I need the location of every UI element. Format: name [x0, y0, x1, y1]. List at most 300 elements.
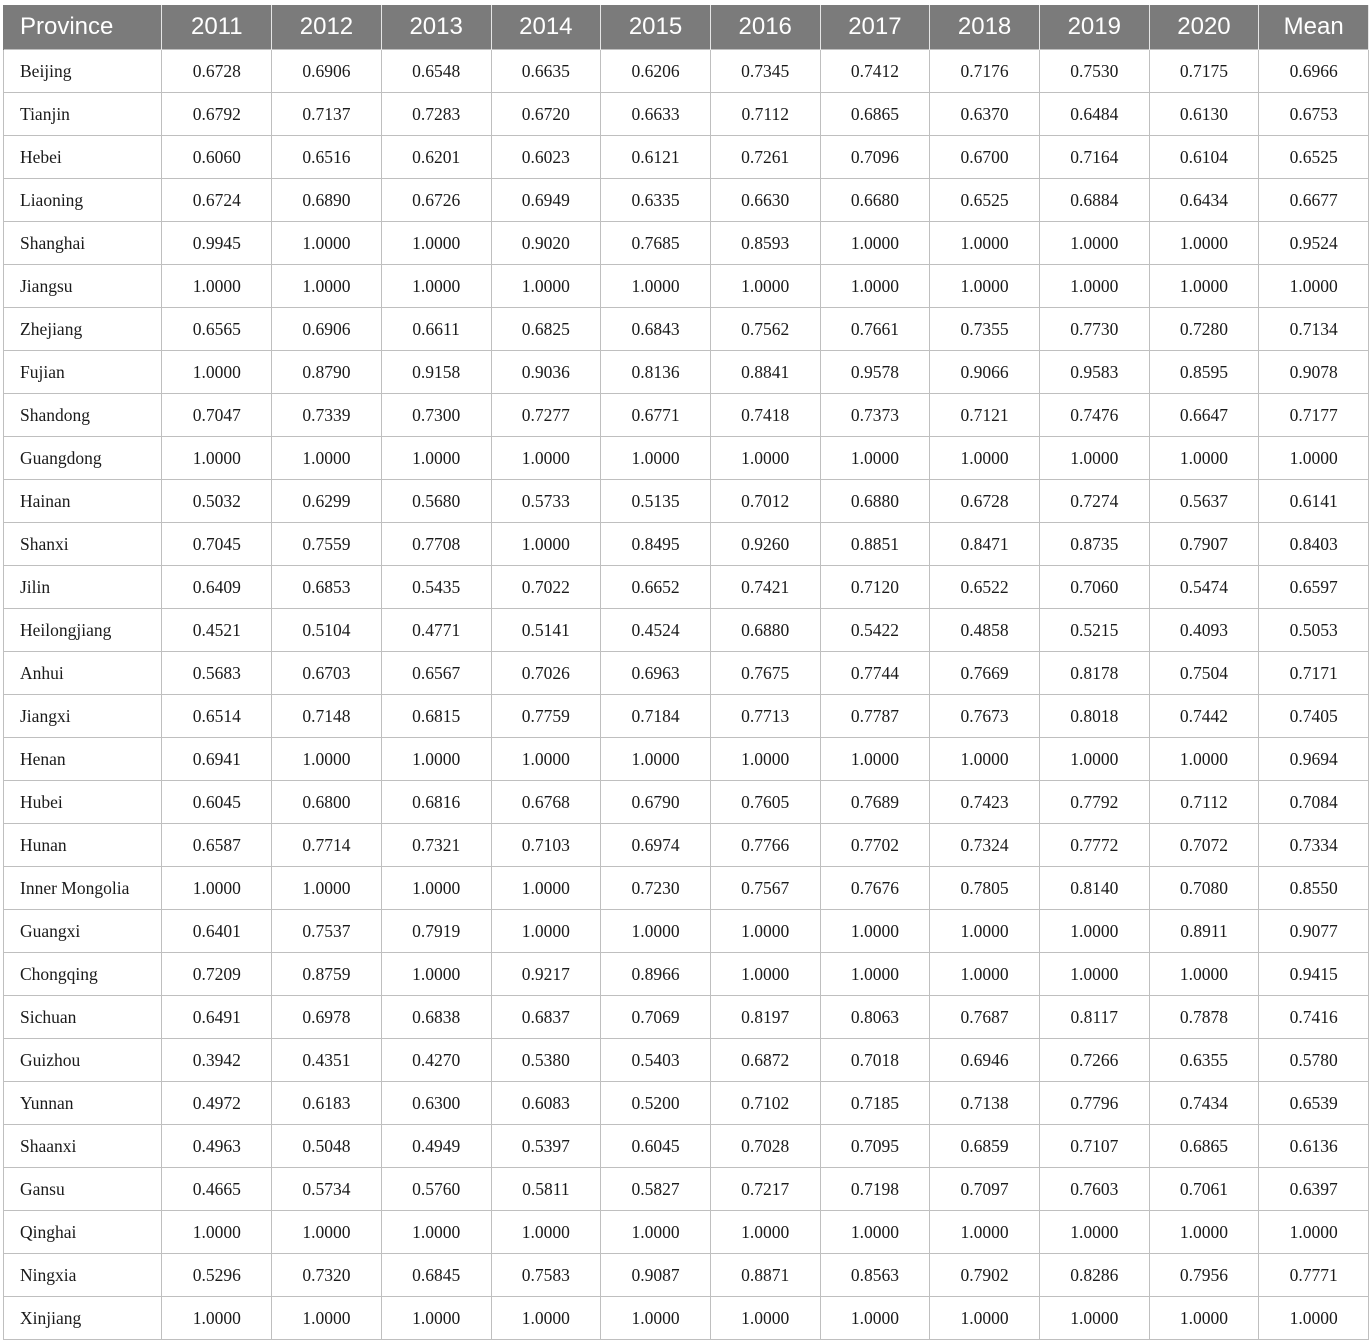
province-cell: Guangxi	[4, 910, 162, 953]
value-cell: 0.6647	[1149, 394, 1259, 437]
value-cell: 0.7072	[1149, 824, 1259, 867]
value-cell: 0.6800	[272, 781, 382, 824]
value-cell: 0.8178	[1039, 652, 1149, 695]
value-cell: 0.6611	[381, 308, 491, 351]
value-cell: 0.6720	[491, 93, 601, 136]
value-cell: 0.8595	[1149, 351, 1259, 394]
value-cell: 0.9036	[491, 351, 601, 394]
value-cell: 1.0000	[162, 265, 272, 308]
value-cell: 0.9415	[1259, 953, 1369, 996]
value-cell: 0.7476	[1039, 394, 1149, 437]
value-cell: 1.0000	[162, 867, 272, 910]
value-cell: 0.5403	[601, 1039, 711, 1082]
value-cell: 1.0000	[710, 1211, 820, 1254]
value-cell: 0.6525	[1259, 136, 1369, 179]
province-cell: Fujian	[4, 351, 162, 394]
value-cell: 0.7583	[491, 1254, 601, 1297]
value-cell: 1.0000	[601, 1297, 711, 1340]
value-cell: 0.7673	[930, 695, 1040, 738]
value-cell: 0.7537	[272, 910, 382, 953]
value-cell: 1.0000	[162, 437, 272, 480]
value-cell: 0.7355	[930, 308, 1040, 351]
value-cell: 0.7084	[1259, 781, 1369, 824]
table-row	[4, 738, 1369, 781]
value-cell: 0.7687	[930, 996, 1040, 1039]
value-cell: 0.7759	[491, 695, 601, 738]
value-cell: 0.6525	[930, 179, 1040, 222]
value-cell: 0.6753	[1259, 93, 1369, 136]
value-cell: 0.7675	[710, 652, 820, 695]
value-cell: 0.7261	[710, 136, 820, 179]
value-cell: 1.0000	[491, 910, 601, 953]
value-cell: 1.0000	[710, 953, 820, 996]
value-cell: 0.7878	[1149, 996, 1259, 1039]
table-body	[4, 50, 1369, 1340]
value-cell: 0.6963	[601, 652, 711, 695]
province-cell: Gansu	[4, 1168, 162, 1211]
value-cell: 1.0000	[381, 738, 491, 781]
value-cell: 0.7805	[930, 867, 1040, 910]
value-cell: 0.7956	[1149, 1254, 1259, 1297]
value-cell: 0.6771	[601, 394, 711, 437]
value-cell: 0.6966	[1259, 50, 1369, 93]
value-cell: 0.7405	[1259, 695, 1369, 738]
table-row	[4, 910, 1369, 953]
value-cell: 1.0000	[491, 738, 601, 781]
value-cell: 0.8735	[1039, 523, 1149, 566]
value-cell: 0.8018	[1039, 695, 1149, 738]
value-cell: 1.0000	[601, 738, 711, 781]
value-cell: 1.0000	[272, 222, 382, 265]
province-cell: Ningxia	[4, 1254, 162, 1297]
value-cell: 0.7321	[381, 824, 491, 867]
value-cell: 0.7280	[1149, 308, 1259, 351]
value-cell: 0.9694	[1259, 738, 1369, 781]
table-row	[4, 50, 1369, 93]
value-cell: 0.9217	[491, 953, 601, 996]
value-cell: 0.7047	[162, 394, 272, 437]
value-cell: 0.6843	[601, 308, 711, 351]
value-cell: 1.0000	[820, 910, 930, 953]
value-cell: 1.0000	[381, 953, 491, 996]
value-cell: 0.6370	[930, 93, 1040, 136]
table-row	[4, 609, 1369, 652]
value-cell: 1.0000	[1149, 1211, 1259, 1254]
value-cell: 0.8495	[601, 523, 711, 566]
value-cell: 1.0000	[1149, 437, 1259, 480]
table-row	[4, 394, 1369, 437]
header-2016: 2016	[710, 5, 820, 50]
value-cell: 0.6567	[381, 652, 491, 695]
province-cell: Hebei	[4, 136, 162, 179]
value-cell: 0.7714	[272, 824, 382, 867]
value-cell: 0.7175	[1149, 50, 1259, 93]
value-cell: 0.5760	[381, 1168, 491, 1211]
value-cell: 0.6728	[930, 480, 1040, 523]
value-cell: 1.0000	[1149, 222, 1259, 265]
value-cell: 0.7442	[1149, 695, 1259, 738]
value-cell: 1.0000	[1149, 953, 1259, 996]
value-cell: 1.0000	[272, 867, 382, 910]
header-2012: 2012	[272, 5, 382, 50]
value-cell: 0.6045	[162, 781, 272, 824]
value-cell: 1.0000	[272, 738, 382, 781]
value-cell: 0.6724	[162, 179, 272, 222]
value-cell: 0.6565	[162, 308, 272, 351]
value-cell: 0.7713	[710, 695, 820, 738]
value-cell: 0.6522	[930, 566, 1040, 609]
value-cell: 0.7185	[820, 1082, 930, 1125]
value-cell: 0.4963	[162, 1125, 272, 1168]
header-row	[4, 5, 1369, 50]
value-cell: 1.0000	[381, 867, 491, 910]
value-cell: 0.9260	[710, 523, 820, 566]
value-cell: 0.7412	[820, 50, 930, 93]
value-cell: 1.0000	[162, 1297, 272, 1340]
value-cell: 0.5032	[162, 480, 272, 523]
value-cell: 0.6728	[162, 50, 272, 93]
value-cell: 1.0000	[930, 910, 1040, 953]
value-cell: 0.3942	[162, 1039, 272, 1082]
value-cell: 0.7102	[710, 1082, 820, 1125]
province-cell: Chongqing	[4, 953, 162, 996]
value-cell: 1.0000	[930, 1297, 1040, 1340]
value-cell: 0.6872	[710, 1039, 820, 1082]
value-cell: 0.7112	[1149, 781, 1259, 824]
value-cell: 1.0000	[1259, 265, 1369, 308]
value-cell: 1.0000	[272, 1211, 382, 1254]
value-cell: 0.6183	[272, 1082, 382, 1125]
value-cell: 0.7320	[272, 1254, 382, 1297]
header-mean: Mean	[1259, 5, 1369, 50]
value-cell: 0.6884	[1039, 179, 1149, 222]
value-cell: 0.5680	[381, 480, 491, 523]
value-cell: 0.6083	[491, 1082, 601, 1125]
value-cell: 1.0000	[1149, 1297, 1259, 1340]
value-cell: 1.0000	[930, 953, 1040, 996]
header-2011: 2011	[162, 5, 272, 50]
value-cell: 0.7018	[820, 1039, 930, 1082]
value-cell: 0.7744	[820, 652, 930, 695]
province-cell: Shanghai	[4, 222, 162, 265]
table-row	[4, 1168, 1369, 1211]
value-cell: 0.6434	[1149, 179, 1259, 222]
value-cell: 0.7061	[1149, 1168, 1259, 1211]
province-cell: Hainan	[4, 480, 162, 523]
header-2019: 2019	[1039, 5, 1149, 50]
value-cell: 0.7562	[710, 308, 820, 351]
value-cell: 0.7209	[162, 953, 272, 996]
value-cell: 1.0000	[1039, 437, 1149, 480]
value-cell: 0.9078	[1259, 351, 1369, 394]
value-cell: 1.0000	[820, 1211, 930, 1254]
value-cell: 0.7792	[1039, 781, 1149, 824]
value-cell: 1.0000	[1259, 1211, 1369, 1254]
value-cell: 0.7689	[820, 781, 930, 824]
value-cell: 0.7266	[1039, 1039, 1149, 1082]
value-cell: 0.6516	[272, 136, 382, 179]
value-cell: 0.9524	[1259, 222, 1369, 265]
value-cell: 0.4351	[272, 1039, 382, 1082]
value-cell: 0.7022	[491, 566, 601, 609]
value-cell: 0.6355	[1149, 1039, 1259, 1082]
value-cell: 0.9578	[820, 351, 930, 394]
value-cell: 1.0000	[381, 222, 491, 265]
value-cell: 1.0000	[820, 953, 930, 996]
value-cell: 0.6141	[1259, 480, 1369, 523]
value-cell: 0.6104	[1149, 136, 1259, 179]
value-cell: 0.6726	[381, 179, 491, 222]
province-cell: Shanxi	[4, 523, 162, 566]
value-cell: 1.0000	[820, 1297, 930, 1340]
value-cell: 0.5422	[820, 609, 930, 652]
value-cell: 0.7676	[820, 867, 930, 910]
value-cell: 0.5397	[491, 1125, 601, 1168]
value-cell: 0.6853	[272, 566, 382, 609]
value-cell: 1.0000	[710, 437, 820, 480]
value-cell: 0.8593	[710, 222, 820, 265]
value-cell: 1.0000	[162, 351, 272, 394]
header-2018: 2018	[930, 5, 1040, 50]
value-cell: 0.8790	[272, 351, 382, 394]
value-cell: 0.7902	[930, 1254, 1040, 1297]
value-cell: 0.6865	[820, 93, 930, 136]
province-cell: Jiangsu	[4, 265, 162, 308]
value-cell: 0.6703	[272, 652, 382, 695]
header-province: Province	[4, 5, 162, 50]
value-cell: 0.4270	[381, 1039, 491, 1082]
province-cell: Hunan	[4, 824, 162, 867]
value-cell: 1.0000	[1149, 738, 1259, 781]
value-cell: 0.7339	[272, 394, 382, 437]
value-cell: 0.6130	[1149, 93, 1259, 136]
header-2013: 2013	[381, 5, 491, 50]
value-cell: 1.0000	[820, 265, 930, 308]
value-cell: 0.6700	[930, 136, 1040, 179]
value-cell: 1.0000	[1039, 222, 1149, 265]
header-2015: 2015	[601, 5, 711, 50]
value-cell: 0.7060	[1039, 566, 1149, 609]
value-cell: 0.6652	[601, 566, 711, 609]
value-cell: 0.6974	[601, 824, 711, 867]
value-cell: 0.6906	[272, 308, 382, 351]
value-cell: 1.0000	[272, 265, 382, 308]
value-cell: 0.4524	[601, 609, 711, 652]
value-cell: 0.6941	[162, 738, 272, 781]
value-cell: 0.7796	[1039, 1082, 1149, 1125]
value-cell: 0.6880	[820, 480, 930, 523]
table-row	[4, 824, 1369, 867]
value-cell: 0.6838	[381, 996, 491, 1039]
value-cell: 0.7504	[1149, 652, 1259, 695]
value-cell: 1.0000	[491, 1297, 601, 1340]
value-cell: 1.0000	[601, 910, 711, 953]
value-cell: 0.7661	[820, 308, 930, 351]
value-cell: 0.6397	[1259, 1168, 1369, 1211]
table-row	[4, 93, 1369, 136]
value-cell: 0.7138	[930, 1082, 1040, 1125]
value-cell: 0.7559	[272, 523, 382, 566]
value-cell: 0.8966	[601, 953, 711, 996]
table-row	[4, 867, 1369, 910]
value-cell: 0.7095	[820, 1125, 930, 1168]
value-cell: 0.6335	[601, 179, 711, 222]
value-cell: 0.7708	[381, 523, 491, 566]
value-cell: 0.5827	[601, 1168, 711, 1211]
value-cell: 0.6587	[162, 824, 272, 867]
value-cell: 0.7069	[601, 996, 711, 1039]
value-cell: 0.7026	[491, 652, 601, 695]
value-cell: 0.8117	[1039, 996, 1149, 1039]
value-cell: 0.6023	[491, 136, 601, 179]
value-cell: 0.6865	[1149, 1125, 1259, 1168]
value-cell: 0.5296	[162, 1254, 272, 1297]
value-cell: 1.0000	[1039, 1211, 1149, 1254]
province-cell: Sichuan	[4, 996, 162, 1039]
value-cell: 0.6677	[1259, 179, 1369, 222]
value-cell: 0.7423	[930, 781, 1040, 824]
value-cell: 0.5734	[272, 1168, 382, 1211]
value-cell: 0.6978	[272, 996, 382, 1039]
value-cell: 0.4521	[162, 609, 272, 652]
value-cell: 0.6539	[1259, 1082, 1369, 1125]
value-cell: 0.4093	[1149, 609, 1259, 652]
province-cell: Shaanxi	[4, 1125, 162, 1168]
table-row	[4, 480, 1369, 523]
value-cell: 0.7730	[1039, 308, 1149, 351]
value-cell: 0.5780	[1259, 1039, 1369, 1082]
value-cell: 0.6514	[162, 695, 272, 738]
value-cell: 0.8403	[1259, 523, 1369, 566]
value-cell: 0.7605	[710, 781, 820, 824]
value-cell: 0.6859	[930, 1125, 1040, 1168]
province-cell: Zhejiang	[4, 308, 162, 351]
value-cell: 1.0000	[820, 437, 930, 480]
province-cell: Guizhou	[4, 1039, 162, 1082]
table-row	[4, 1211, 1369, 1254]
value-cell: 0.9077	[1259, 910, 1369, 953]
value-cell: 1.0000	[491, 437, 601, 480]
province-cell: Inner Mongolia	[4, 867, 162, 910]
value-cell: 0.7230	[601, 867, 711, 910]
table-row	[4, 652, 1369, 695]
value-cell: 0.7416	[1259, 996, 1369, 1039]
table-row	[4, 695, 1369, 738]
value-cell: 0.7148	[272, 695, 382, 738]
value-cell: 1.0000	[381, 1211, 491, 1254]
value-cell: 0.6815	[381, 695, 491, 738]
value-cell: 0.6946	[930, 1039, 1040, 1082]
value-cell: 1.0000	[381, 265, 491, 308]
value-cell: 0.7198	[820, 1168, 930, 1211]
value-cell: 0.7771	[1259, 1254, 1369, 1297]
table-row	[4, 265, 1369, 308]
value-cell: 0.7907	[1149, 523, 1259, 566]
value-cell: 1.0000	[381, 1297, 491, 1340]
province-cell: Beijing	[4, 50, 162, 93]
value-cell: 0.7787	[820, 695, 930, 738]
value-cell: 0.6825	[491, 308, 601, 351]
value-cell: 0.7919	[381, 910, 491, 953]
value-cell: 0.4771	[381, 609, 491, 652]
value-cell: 0.6635	[491, 50, 601, 93]
value-cell: 0.6491	[162, 996, 272, 1039]
value-cell: 0.7134	[1259, 308, 1369, 351]
value-cell: 0.5200	[601, 1082, 711, 1125]
value-cell: 0.8911	[1149, 910, 1259, 953]
value-cell: 0.6630	[710, 179, 820, 222]
value-cell: 0.7097	[930, 1168, 1040, 1211]
value-cell: 0.7300	[381, 394, 491, 437]
value-cell: 0.7421	[710, 566, 820, 609]
value-cell: 1.0000	[1149, 265, 1259, 308]
value-cell: 0.7177	[1259, 394, 1369, 437]
value-cell: 0.7274	[1039, 480, 1149, 523]
value-cell: 0.7080	[1149, 867, 1259, 910]
value-cell: 0.5733	[491, 480, 601, 523]
value-cell: 1.0000	[491, 265, 601, 308]
value-cell: 1.0000	[930, 1211, 1040, 1254]
value-cell: 0.6484	[1039, 93, 1149, 136]
value-cell: 1.0000	[1039, 265, 1149, 308]
value-cell: 0.5141	[491, 609, 601, 652]
table-row	[4, 953, 1369, 996]
value-cell: 0.6768	[491, 781, 601, 824]
value-cell: 0.4972	[162, 1082, 272, 1125]
value-cell: 0.6299	[272, 480, 382, 523]
value-cell: 0.7345	[710, 50, 820, 93]
value-cell: 0.5380	[491, 1039, 601, 1082]
value-cell: 0.7283	[381, 93, 491, 136]
value-cell: 0.7112	[710, 93, 820, 136]
value-cell: 0.5104	[272, 609, 382, 652]
value-cell: 1.0000	[601, 1211, 711, 1254]
value-cell: 0.5683	[162, 652, 272, 695]
value-cell: 1.0000	[272, 1297, 382, 1340]
table-row	[4, 1082, 1369, 1125]
value-cell: 1.0000	[381, 437, 491, 480]
province-cell: Jilin	[4, 566, 162, 609]
value-cell: 0.6548	[381, 50, 491, 93]
value-cell: 0.5637	[1149, 480, 1259, 523]
efficiency-table	[3, 5, 1369, 1340]
table-row	[4, 351, 1369, 394]
value-cell: 0.8871	[710, 1254, 820, 1297]
value-cell: 0.8063	[820, 996, 930, 1039]
value-cell: 0.5048	[272, 1125, 382, 1168]
value-cell: 1.0000	[1259, 1297, 1369, 1340]
value-cell: 1.0000	[601, 265, 711, 308]
value-cell: 0.6300	[381, 1082, 491, 1125]
header-2017: 2017	[820, 5, 930, 50]
value-cell: 0.6206	[601, 50, 711, 93]
value-cell: 1.0000	[491, 1211, 601, 1254]
header-2020: 2020	[1149, 5, 1259, 50]
province-cell: Liaoning	[4, 179, 162, 222]
value-cell: 0.7103	[491, 824, 601, 867]
value-cell: 1.0000	[930, 437, 1040, 480]
value-cell: 0.5053	[1259, 609, 1369, 652]
value-cell: 0.6633	[601, 93, 711, 136]
value-cell: 0.7107	[1039, 1125, 1149, 1168]
value-cell: 0.9158	[381, 351, 491, 394]
province-cell: Yunnan	[4, 1082, 162, 1125]
value-cell: 1.0000	[1039, 738, 1149, 781]
efficiency-table-container	[3, 5, 1369, 1340]
value-cell: 0.7121	[930, 394, 1040, 437]
table-row	[4, 523, 1369, 566]
table-row	[4, 222, 1369, 265]
